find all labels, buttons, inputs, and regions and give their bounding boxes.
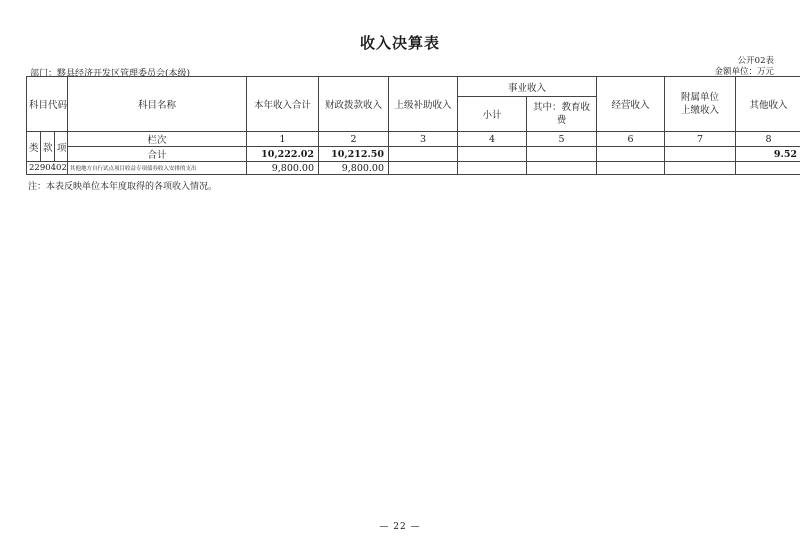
header-total: 本年收入合计	[247, 77, 319, 132]
row-fiscal: 9,800.00	[319, 162, 389, 175]
col-num-5: 5	[527, 132, 597, 147]
row-education	[527, 162, 597, 175]
total-superior	[389, 147, 458, 162]
col-num-4: 4	[458, 132, 527, 147]
header-fiscal: 财政拨款收入	[319, 77, 389, 132]
header-code: 科目代码	[27, 77, 68, 132]
col-num-8: 8	[736, 132, 800, 147]
total-affiliated	[665, 147, 736, 162]
header-business: 事业收入	[458, 77, 597, 97]
total-other: 9.52	[736, 147, 800, 162]
col-num-7: 7	[665, 132, 736, 147]
header-meta	[714, 56, 774, 78]
header-education	[527, 97, 597, 132]
amount-unit: 金额单位：万元	[714, 67, 774, 77]
column-number-row	[27, 132, 800, 147]
header-subtotal: 小计	[458, 97, 527, 132]
table-row	[27, 162, 800, 175]
total-row	[27, 147, 800, 162]
row-total: 9,800.00	[247, 162, 319, 175]
total-education	[527, 147, 597, 162]
header-affiliated-line2: 上缴收入	[681, 105, 720, 116]
table-note: 注：本表反映单位本年度取得的各项收入情况。	[28, 182, 218, 192]
col-num-6: 6	[597, 132, 665, 147]
row-other	[736, 162, 800, 175]
total-subtotal	[458, 147, 527, 162]
total-fiscal: 10,212.50	[319, 147, 389, 162]
header-row-1	[27, 77, 800, 97]
header-affiliated-line1: 附属单位	[681, 92, 720, 103]
header-superior: 上级补助收入	[389, 77, 458, 132]
col-num-1: 1	[247, 132, 319, 147]
form-number: 公开02表	[737, 56, 774, 66]
total-label: 合计	[68, 147, 247, 162]
row-superior	[389, 162, 458, 175]
header-operating: 经营收入	[597, 77, 665, 132]
department-label: 部门：黟县经济开发区管理委员会(本级)	[30, 69, 191, 79]
header-name: 科目名称	[68, 77, 247, 132]
total-operating	[597, 147, 665, 162]
col-num-3: 3	[389, 132, 458, 147]
header-xiang: 项	[55, 132, 68, 162]
header-lei: 类	[27, 132, 41, 162]
col-num-2: 2	[319, 132, 389, 147]
row-name: 其他地方自行试点项目收益专项债券收入安排的支出	[68, 162, 247, 175]
row-subtotal	[458, 162, 527, 175]
header-education-line1: 其中：教育收	[533, 102, 591, 113]
header-kuan: 款	[41, 132, 55, 162]
header-affiliated	[665, 77, 736, 132]
header-education-line2: 费	[556, 115, 567, 126]
row-operating	[597, 162, 665, 175]
column-label: 栏次	[68, 132, 247, 147]
page-title: 收入决算表	[359, 34, 440, 52]
page-number: — 22 —	[379, 522, 421, 532]
income-table	[26, 76, 800, 175]
header-other: 其他收入	[736, 77, 800, 132]
row-code: 2290402	[27, 162, 68, 175]
total-income: 10,222.02	[247, 147, 319, 162]
row-affiliated	[665, 162, 736, 175]
